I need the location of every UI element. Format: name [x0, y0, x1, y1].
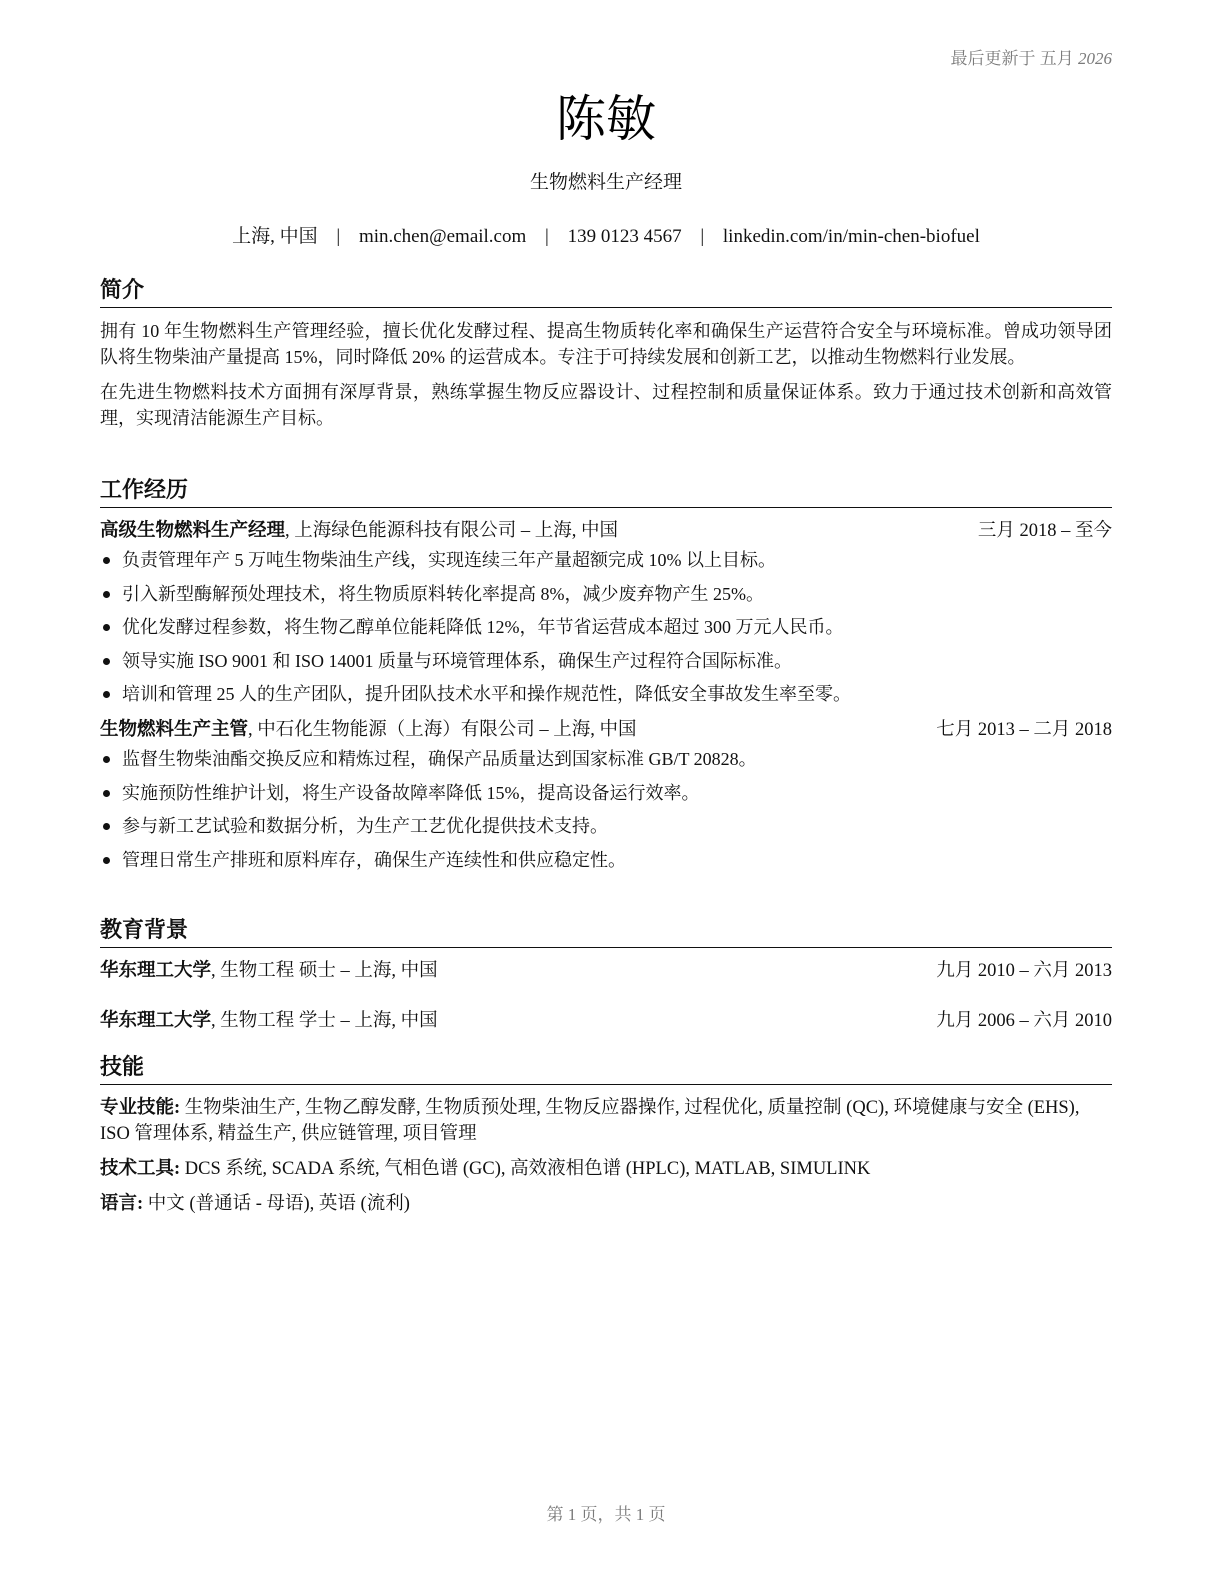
job-role: 高级生物燃料生产经理	[100, 521, 286, 541]
summary-paragraph: 在先进生物燃料技术方面拥有深厚背景，熟练掌握生物反应器设计、过程控制和质量保证体系。致力于通过技术创新和高效管理，实现清洁能源生产目标。	[100, 382, 1112, 428]
skills-title: 技能	[100, 1053, 1112, 1085]
education-entry	[100, 1008, 1112, 1034]
page-number: 第 1 页，共 1 页	[546, 1505, 666, 1524]
education-school: 华东理工大学	[100, 1011, 212, 1031]
job-title-line	[100, 717, 637, 743]
job-company: , 上海绿色能源科技有限公司 – 上海, 中国	[285, 521, 619, 541]
skills-label: 专业技能:	[100, 1098, 181, 1118]
skills-section	[100, 1053, 1112, 1226]
candidate-headline: 生物燃料生产经理	[529, 172, 682, 193]
last-updated	[951, 44, 1113, 69]
job-bullet: 引入新型酶解预处理技术，将生物质原料转化率提高 8%，减少废弃物产生 25%。	[100, 581, 1112, 607]
job-bullet: 负责管理年产 5 万吨生物柴油生产线，实现连续三年产量超额完成 10% 以上目标。	[100, 547, 1112, 573]
job-role: 生物燃料生产主管	[100, 720, 249, 740]
education-school: 华东理工大学	[100, 961, 212, 981]
contact-separator: |	[545, 226, 549, 247]
skills-label: 语言:	[100, 1194, 144, 1214]
last-updated-year: 2026	[1078, 49, 1112, 68]
job-bullet: 培训和管理 25 人的生产团队，提升团队技术水平和操作规范性，降低安全事故发生率至零。	[100, 681, 1112, 707]
skills-value: 生物柴油生产, 生物乙醇发酵, 生物质预处理, 生物反应器操作, 过程优化, 质量控制 (QC), 环境健康与安全 (EHS), ISO 管理体系, 精益生产, 供应链管理, 项目管理	[100, 1098, 1080, 1144]
skills-label: 技术工具:	[100, 1159, 181, 1179]
resume-page	[100, 0, 1112, 1584]
skills-line	[100, 1156, 1112, 1182]
job-bullets	[100, 547, 1112, 707]
skills-value: 中文 (普通话 - 母语), 英语 (流利)	[143, 1194, 410, 1214]
contact-phone: 139 0123 4567	[567, 226, 682, 247]
contact-line	[100, 223, 1112, 251]
contact-separator: |	[700, 226, 705, 247]
job-entry	[100, 717, 1112, 873]
job-bullet: 领导实施 ISO 9001 和 ISO 14001 质量与环境管理体系，确保生产过程符合国际标准。	[100, 648, 1112, 674]
job-entry	[100, 518, 1112, 707]
skills-line	[100, 1191, 1112, 1217]
job-bullets	[100, 746, 1112, 873]
skills-line	[100, 1095, 1112, 1147]
education-section	[100, 916, 1112, 1034]
contact-email-link[interactable]: min.chen@email.com	[358, 226, 527, 247]
contact-linkedin-link[interactable]: linkedin.com/in/min-chen-biofuel	[722, 226, 980, 247]
contact-location: 上海, 中国	[232, 226, 318, 247]
job-company: , 中石化生物能源（上海）有限公司 – 上海, 中国	[248, 720, 637, 740]
contact-separator: |	[336, 226, 341, 247]
job-bullet: 实施预防性维护计划，将生产设备故障率降低 15%，提高设备运行效率。	[100, 780, 1112, 806]
job-title-line	[100, 518, 618, 544]
job-header	[100, 717, 1112, 743]
experience-title: 工作经历	[100, 476, 1112, 508]
summary-paragraph: 拥有 10 年生物燃料生产管理经验，擅长优化发酵过程、提高生物质转化率和确保生产运营符合安全与环境标准。曾成功领导团队将生物柴油产量提高 15%，同时降低 20% 的运营成本。专注于可持续发展和创新工艺，以推动生物燃料行业发展。	[100, 321, 1112, 367]
last-updated-label: 最后更新于 五月	[950, 49, 1074, 68]
education-entry	[100, 958, 1112, 984]
education-line	[100, 1008, 438, 1034]
job-dates: 七月 2013 – 二月 2018	[936, 720, 1112, 740]
education-line	[100, 958, 438, 984]
experience-section	[100, 476, 1112, 880]
candidate-name: 陈敏	[556, 91, 656, 147]
job-bullet: 监督生物柴油酯交换反应和精炼过程，确保产品质量达到国家标准 GB/T 20828。	[100, 746, 1112, 772]
skills-value: DCS 系统, SCADA 系统, 气相色谱 (GC), 高效液相色谱 (HPLC), MATLAB, SIMULINK	[180, 1159, 871, 1179]
education-dates: 九月 2006 – 六月 2010	[936, 1011, 1112, 1031]
education-degree: , 生物工程 硕士 – 上海, 中国	[211, 961, 438, 981]
job-header	[100, 518, 1112, 544]
education-dates: 九月 2010 – 六月 2013	[936, 961, 1112, 981]
job-dates: 三月 2018 – 至今	[977, 521, 1112, 541]
summary-section	[100, 276, 1112, 440]
job-bullet: 优化发酵过程参数，将生物乙醇单位能耗降低 12%，年节省运营成本超过 300 万元人民币。	[100, 614, 1112, 640]
job-bullet: 管理日常生产排班和原料库存，确保生产连续性和供应稳定性。	[100, 847, 1112, 873]
summary-title: 简介	[100, 276, 1112, 308]
education-degree: , 生物工程 学士 – 上海, 中国	[211, 1011, 438, 1031]
education-title: 教育背景	[100, 916, 1112, 948]
job-bullet: 参与新工艺试验和数据分析，为生产工艺优化提供技术支持。	[100, 813, 1112, 839]
